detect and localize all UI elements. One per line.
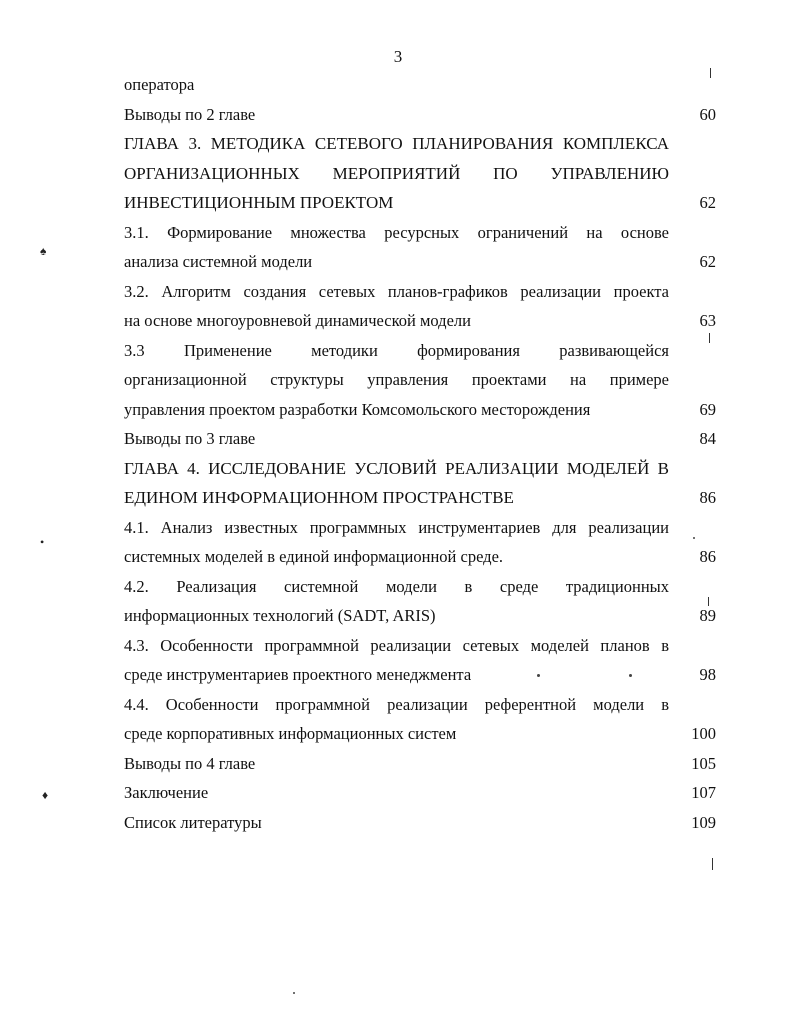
scan-artifact-speck: ♦: [42, 788, 49, 802]
toc-line: [124, 306, 716, 336]
toc-line: [124, 247, 716, 277]
toc-chapter-heading: ГЛАВА 3. МЕТОДИКА СЕТЕВОГО ПЛАНИРОВАНИЯ КОМПЛЕКСА: [124, 134, 669, 153]
toc-page-number: 107: [691, 783, 716, 802]
toc-line: [124, 336, 716, 366]
scan-artifact-mark: [708, 597, 709, 606]
toc-line: [124, 395, 716, 425]
toc-line: [124, 631, 716, 661]
toc-line: [124, 188, 716, 218]
toc-entry-text: организационной структуры управления проектами на примере: [124, 370, 669, 389]
toc-line: [124, 454, 716, 484]
toc-line: [124, 513, 716, 543]
scan-artifact-mark: [712, 858, 713, 870]
toc-line: [124, 277, 716, 307]
scan-artifact-speck: ♠: [40, 244, 47, 258]
toc-page-number: 86: [699, 488, 716, 507]
toc-entry-text: среде корпоративных информационных систем: [124, 724, 457, 743]
toc-entry-text: 3.3 Применение методики формирования развивающейся: [124, 340, 669, 360]
toc-page-number: 100: [691, 724, 716, 743]
toc-entry-text: 4.1. Анализ известных программных инструментариев для реализации: [124, 517, 669, 537]
scan-artifact-dot: [693, 537, 695, 539]
toc-line: [124, 601, 716, 631]
toc-line: [124, 719, 716, 749]
toc-entry-text: Выводы по 2 главе: [124, 104, 256, 124]
scan-artifact-speck: •: [40, 535, 45, 549]
toc-page-number: 62: [699, 252, 716, 271]
scan-artifact-dot: [293, 992, 295, 994]
toc-entry-text: среде инструментариев проектного менеджмента: [124, 665, 472, 684]
toc-line: [124, 365, 716, 395]
toc-entry-text: Список литературы: [124, 812, 262, 832]
toc-line: [124, 70, 716, 100]
toc-entry-text: системных моделей в единой информационной среде.: [124, 547, 504, 566]
toc-line: [124, 660, 716, 690]
toc-line: [124, 542, 716, 572]
toc-page-number: 84: [699, 429, 716, 448]
toc-entry-text: Заключение: [124, 783, 209, 802]
toc-chapter-heading: ОРГАНИЗАЦИОННЫХ МЕРОПРИЯТИЙ ПО УПРАВЛЕНИЮ: [124, 163, 669, 183]
toc-entry-text: 3.1. Формирование множества ресурсных ограничений на основе: [124, 222, 669, 242]
toc-line: [124, 572, 716, 602]
toc-line: [124, 483, 716, 513]
toc-entry-text: анализа системной модели: [124, 252, 313, 271]
toc-entry-text: оператора: [124, 75, 195, 94]
toc-entry-text: 3.2. Алгоритм создания сетевых планов-графиков реализации проекта: [124, 281, 669, 301]
scan-artifact-mark: [709, 333, 710, 343]
toc-page-number: 60: [699, 104, 716, 124]
scan-artifact-mark: [710, 68, 711, 78]
toc-entry-text: Выводы по 3 главе: [124, 429, 256, 448]
toc-chapter-heading: ГЛАВА 4. ИССЛЕДОВАНИЕ УСЛОВИЙ РЕАЛИЗАЦИИ МОДЕЛЕЙ В: [124, 458, 669, 478]
toc-line: [124, 778, 716, 808]
toc-line: [124, 100, 716, 130]
toc-chapter-heading: ИНВЕСТИЦИОННЫМ ПРОЕКТОМ: [124, 193, 394, 212]
toc-page-number: 105: [691, 753, 716, 773]
toc-page-number: 89: [699, 606, 716, 625]
toc-entry-text: информационных технологий (SADT, ARIS): [124, 606, 436, 625]
toc-line: [124, 159, 716, 189]
toc-page-number: 109: [691, 812, 716, 832]
toc-line: [124, 218, 716, 248]
page-number: 3: [393, 47, 403, 66]
toc-page-number: 69: [699, 399, 716, 419]
toc-entry-text: на основе многоуровневой динамической модели: [124, 311, 471, 330]
toc-line: [124, 808, 716, 838]
toc-entry-text: Выводы по 4 главе: [124, 753, 256, 773]
toc-line: [124, 424, 716, 454]
table-of-contents: [124, 70, 716, 837]
toc-page-number: 62: [699, 193, 716, 212]
toc-page-number: 98: [699, 665, 716, 684]
toc-line: [124, 690, 716, 720]
toc-entry-text: 4.2. Реализация системной модели в среде традиционных: [124, 576, 669, 596]
toc-entry-text: управления проектом разработки Комсомольского месторождения: [124, 399, 591, 419]
scan-artifact-dot: [629, 674, 632, 677]
toc-page-number: 86: [699, 547, 716, 566]
toc-line: [124, 749, 716, 779]
toc-entry-text: 4.4. Особенности программной реализации референтной модели в: [124, 694, 669, 714]
toc-entry-text: 4.3. Особенности программной реализации сетевых моделей планов в: [124, 635, 669, 655]
scan-artifact-dot: [537, 674, 540, 677]
toc-page-number: 63: [699, 311, 716, 330]
toc-chapter-heading: ЕДИНОМ ИНФОРМАЦИОННОМ ПРОСТРАНСТВЕ: [124, 488, 514, 507]
toc-line: [124, 129, 716, 159]
